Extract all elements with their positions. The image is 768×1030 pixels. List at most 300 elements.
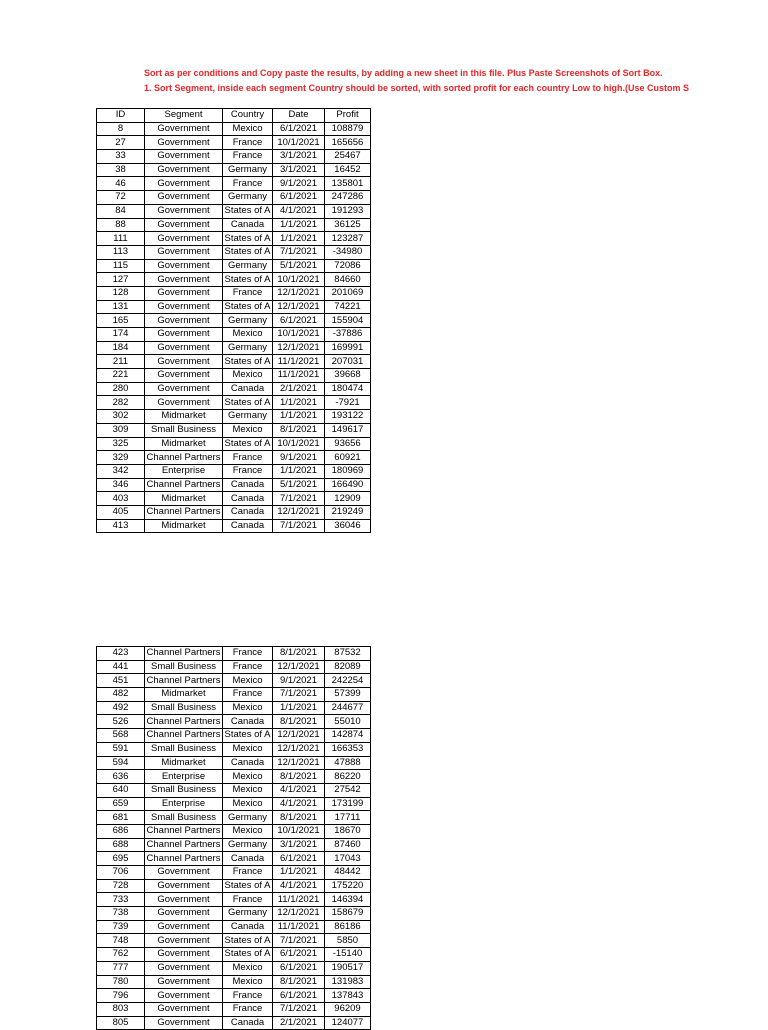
cell-date[interactable]: 2/1/2021 (273, 1016, 325, 1030)
cell-segment[interactable]: Enterprise (145, 770, 223, 784)
cell-country[interactable]: Canada (223, 852, 273, 866)
cell-date[interactable]: 3/1/2021 (273, 838, 325, 852)
cell-id[interactable]: 695 (97, 852, 145, 866)
cell-segment[interactable]: Channel Partners (145, 505, 223, 519)
cell-profit[interactable]: 60921 (325, 451, 371, 465)
cell-date[interactable]: 10/1/2021 (273, 136, 325, 150)
cell-country[interactable]: France (223, 136, 273, 150)
cell-segment[interactable]: Government (145, 866, 223, 880)
cell-profit[interactable]: 201069 (325, 286, 371, 300)
cell-segment[interactable]: Government (145, 948, 223, 962)
cell-profit[interactable]: 47888 (325, 756, 371, 770)
header-id[interactable]: ID (97, 109, 145, 123)
cell-date[interactable]: 6/1/2021 (273, 191, 325, 205)
cell-country[interactable]: Germany (223, 314, 273, 328)
cell-country[interactable]: France (223, 451, 273, 465)
cell-country[interactable]: France (223, 866, 273, 880)
cell-profit[interactable]: 86220 (325, 770, 371, 784)
cell-segment[interactable]: Enterprise (145, 797, 223, 811)
cell-segment[interactable]: Channel Partners (145, 729, 223, 743)
cell-segment[interactable]: Government (145, 893, 223, 907)
cell-profit[interactable]: 74221 (325, 300, 371, 314)
cell-country[interactable]: France (223, 464, 273, 478)
cell-segment[interactable]: Government (145, 1016, 223, 1030)
cell-segment[interactable]: Government (145, 907, 223, 921)
cell-country[interactable]: Mexico (223, 701, 273, 715)
cell-date[interactable]: 7/1/2021 (273, 519, 325, 533)
cell-segment[interactable]: Small Business (145, 742, 223, 756)
cell-segment[interactable]: Small Business (145, 811, 223, 825)
cell-profit[interactable]: 55010 (325, 715, 371, 729)
cell-id[interactable]: 27 (97, 136, 145, 150)
cell-segment[interactable]: Government (145, 204, 223, 218)
cell-profit[interactable]: 137843 (325, 989, 371, 1003)
cell-segment[interactable]: Government (145, 245, 223, 259)
cell-country[interactable]: States of A (223, 300, 273, 314)
cell-id[interactable]: 405 (97, 505, 145, 519)
cell-segment[interactable]: Channel Partners (145, 838, 223, 852)
cell-date[interactable]: 1/1/2021 (273, 866, 325, 880)
cell-profit[interactable]: 84660 (325, 273, 371, 287)
cell-profit[interactable]: 173199 (325, 797, 371, 811)
cell-id[interactable]: 492 (97, 701, 145, 715)
cell-segment[interactable]: Channel Partners (145, 715, 223, 729)
cell-date[interactable]: 8/1/2021 (273, 811, 325, 825)
cell-country[interactable]: States of A (223, 934, 273, 948)
cell-date[interactable]: 12/1/2021 (273, 286, 325, 300)
cell-country[interactable]: France (223, 688, 273, 702)
cell-country[interactable]: Canada (223, 382, 273, 396)
cell-id[interactable]: 184 (97, 341, 145, 355)
cell-date[interactable]: 8/1/2021 (273, 975, 325, 989)
cell-id[interactable]: 636 (97, 770, 145, 784)
cell-profit[interactable]: 36125 (325, 218, 371, 232)
cell-id[interactable]: 302 (97, 410, 145, 424)
cell-segment[interactable]: Small Business (145, 701, 223, 715)
cell-date[interactable]: 9/1/2021 (273, 451, 325, 465)
cell-id[interactable]: 309 (97, 423, 145, 437)
cell-profit[interactable]: 96209 (325, 1002, 371, 1016)
cell-country[interactable]: France (223, 647, 273, 661)
cell-segment[interactable]: Government (145, 382, 223, 396)
cell-segment[interactable]: Government (145, 300, 223, 314)
cell-date[interactable]: 3/1/2021 (273, 150, 325, 164)
cell-id[interactable]: 329 (97, 451, 145, 465)
cell-segment[interactable]: Government (145, 177, 223, 191)
cell-country[interactable]: France (223, 989, 273, 1003)
cell-profit[interactable]: -37886 (325, 328, 371, 342)
cell-id[interactable]: 346 (97, 478, 145, 492)
cell-id[interactable]: 8 (97, 122, 145, 136)
cell-profit[interactable]: 146394 (325, 893, 371, 907)
cell-segment[interactable]: Government (145, 975, 223, 989)
cell-segment[interactable]: Midmarket (145, 410, 223, 424)
cell-segment[interactable]: Government (145, 961, 223, 975)
cell-date[interactable]: 2/1/2021 (273, 382, 325, 396)
cell-date[interactable]: 12/1/2021 (273, 341, 325, 355)
cell-profit[interactable]: 57399 (325, 688, 371, 702)
cell-id[interactable]: 568 (97, 729, 145, 743)
cell-country[interactable]: France (223, 286, 273, 300)
cell-segment[interactable]: Government (145, 314, 223, 328)
cell-profit[interactable]: 27542 (325, 783, 371, 797)
cell-date[interactable]: 5/1/2021 (273, 478, 325, 492)
cell-segment[interactable]: Government (145, 232, 223, 246)
cell-id[interactable]: 526 (97, 715, 145, 729)
cell-country[interactable]: States of A (223, 879, 273, 893)
cell-date[interactable]: 9/1/2021 (273, 674, 325, 688)
cell-country[interactable]: Canada (223, 492, 273, 506)
cell-date[interactable]: 10/1/2021 (273, 328, 325, 342)
cell-id[interactable]: 441 (97, 660, 145, 674)
cell-segment[interactable]: Channel Partners (145, 852, 223, 866)
cell-date[interactable]: 8/1/2021 (273, 423, 325, 437)
cell-id[interactable]: 777 (97, 961, 145, 975)
cell-country[interactable]: States of A (223, 396, 273, 410)
cell-profit[interactable]: 18670 (325, 824, 371, 838)
cell-date[interactable]: 7/1/2021 (273, 245, 325, 259)
cell-date[interactable]: 11/1/2021 (273, 920, 325, 934)
table-row (97, 122, 371, 136)
cell-country[interactable]: Germany (223, 410, 273, 424)
table-row (97, 647, 371, 661)
cell-segment[interactable]: Midmarket (145, 437, 223, 451)
cell-id[interactable]: 128 (97, 286, 145, 300)
cell-profit[interactable]: 149617 (325, 423, 371, 437)
table-row (97, 232, 371, 246)
cell-profit[interactable]: 175220 (325, 879, 371, 893)
cell-id[interactable]: 174 (97, 328, 145, 342)
cell-segment[interactable]: Enterprise (145, 464, 223, 478)
table-row (97, 204, 371, 218)
cell-date[interactable]: 11/1/2021 (273, 355, 325, 369)
cell-id[interactable]: 115 (97, 259, 145, 273)
cell-profit[interactable]: 193122 (325, 410, 371, 424)
cell-id[interactable]: 796 (97, 989, 145, 1003)
cell-profit[interactable]: 191293 (325, 204, 371, 218)
cell-id[interactable]: 46 (97, 177, 145, 191)
header-segment[interactable]: Segment (145, 109, 223, 123)
cell-country[interactable]: Germany (223, 838, 273, 852)
cell-date[interactable]: 1/1/2021 (273, 218, 325, 232)
cell-id[interactable]: 594 (97, 756, 145, 770)
cell-id[interactable]: 72 (97, 191, 145, 205)
cell-profit[interactable]: 166490 (325, 478, 371, 492)
cell-date[interactable]: 12/1/2021 (273, 907, 325, 921)
cell-country[interactable]: Mexico (223, 797, 273, 811)
cell-profit[interactable]: 36046 (325, 519, 371, 533)
cell-profit[interactable]: 142874 (325, 729, 371, 743)
cell-profit[interactable]: 5850 (325, 934, 371, 948)
cell-country[interactable]: States of A (223, 948, 273, 962)
cell-segment[interactable]: Government (145, 920, 223, 934)
cell-country[interactable]: States of A (223, 204, 273, 218)
cell-id[interactable]: 803 (97, 1002, 145, 1016)
cell-country[interactable]: Mexico (223, 122, 273, 136)
cell-country[interactable]: Mexico (223, 961, 273, 975)
cell-country[interactable]: States of A (223, 232, 273, 246)
cell-country[interactable]: Canada (223, 920, 273, 934)
cell-id[interactable]: 342 (97, 464, 145, 478)
cell-profit[interactable]: 72086 (325, 259, 371, 273)
cell-date[interactable]: 3/1/2021 (273, 163, 325, 177)
cell-segment[interactable]: Small Business (145, 660, 223, 674)
cell-segment[interactable]: Midmarket (145, 492, 223, 506)
cell-id[interactable]: 403 (97, 492, 145, 506)
cell-segment[interactable]: Government (145, 259, 223, 273)
cell-country[interactable]: Mexico (223, 824, 273, 838)
cell-date[interactable]: 6/1/2021 (273, 961, 325, 975)
cell-id[interactable]: 805 (97, 1016, 145, 1030)
cell-country[interactable]: Canada (223, 519, 273, 533)
cell-profit[interactable]: 135801 (325, 177, 371, 191)
cell-country[interactable]: France (223, 893, 273, 907)
cell-date[interactable]: 12/1/2021 (273, 742, 325, 756)
cell-profit[interactable]: -15140 (325, 948, 371, 962)
cell-id[interactable]: 688 (97, 838, 145, 852)
cell-country[interactable]: States of A (223, 273, 273, 287)
cell-country[interactable]: Canada (223, 505, 273, 519)
cell-date[interactable]: 1/1/2021 (273, 396, 325, 410)
cell-date[interactable]: 5/1/2021 (273, 259, 325, 273)
cell-segment[interactable]: Midmarket (145, 519, 223, 533)
cell-id[interactable]: 423 (97, 647, 145, 661)
cell-country[interactable]: Mexico (223, 674, 273, 688)
cell-id[interactable]: 738 (97, 907, 145, 921)
cell-date[interactable]: 7/1/2021 (273, 688, 325, 702)
cell-country[interactable]: Mexico (223, 328, 273, 342)
cell-segment[interactable]: Government (145, 369, 223, 383)
cell-country[interactable]: France (223, 1002, 273, 1016)
cell-segment[interactable]: Government (145, 989, 223, 1003)
cell-profit[interactable]: 87460 (325, 838, 371, 852)
cell-country[interactable]: Germany (223, 163, 273, 177)
cell-date[interactable]: 1/1/2021 (273, 232, 325, 246)
cell-country[interactable]: Canada (223, 1016, 273, 1030)
cell-profit[interactable]: 124077 (325, 1016, 371, 1030)
cell-id[interactable]: 211 (97, 355, 145, 369)
cell-date[interactable]: 7/1/2021 (273, 934, 325, 948)
cell-segment[interactable]: Small Business (145, 423, 223, 437)
cell-id[interactable]: 728 (97, 879, 145, 893)
cell-date[interactable]: 6/1/2021 (273, 852, 325, 866)
header-profit[interactable]: Profit (325, 109, 371, 123)
cell-date[interactable]: 12/1/2021 (273, 756, 325, 770)
cell-profit[interactable]: 158679 (325, 907, 371, 921)
cell-profit[interactable]: 39668 (325, 369, 371, 383)
cell-date[interactable]: 4/1/2021 (273, 204, 325, 218)
cell-profit[interactable]: 123287 (325, 232, 371, 246)
cell-date[interactable]: 7/1/2021 (273, 1002, 325, 1016)
cell-date[interactable]: 4/1/2021 (273, 879, 325, 893)
cell-segment[interactable]: Government (145, 879, 223, 893)
cell-date[interactable]: 12/1/2021 (273, 300, 325, 314)
cell-id[interactable]: 131 (97, 300, 145, 314)
cell-country[interactable]: Canada (223, 756, 273, 770)
cell-date[interactable]: 1/1/2021 (273, 464, 325, 478)
cell-segment[interactable]: Government (145, 218, 223, 232)
table-row (97, 218, 371, 232)
cell-profit[interactable]: 180474 (325, 382, 371, 396)
cell-profit[interactable]: 87532 (325, 647, 371, 661)
cell-date[interactable]: 6/1/2021 (273, 948, 325, 962)
cell-id[interactable]: 762 (97, 948, 145, 962)
cell-id[interactable]: 591 (97, 742, 145, 756)
cell-country[interactable]: Mexico (223, 742, 273, 756)
cell-profit[interactable]: 17043 (325, 852, 371, 866)
cell-country[interactable]: Mexico (223, 975, 273, 989)
cell-date[interactable]: 1/1/2021 (273, 701, 325, 715)
cell-id[interactable]: 686 (97, 824, 145, 838)
cell-profit[interactable]: 219249 (325, 505, 371, 519)
cell-segment[interactable]: Government (145, 1002, 223, 1016)
cell-date[interactable]: 9/1/2021 (273, 177, 325, 191)
cell-date[interactable]: 6/1/2021 (273, 314, 325, 328)
cell-id[interactable]: 413 (97, 519, 145, 533)
cell-segment[interactable]: Government (145, 163, 223, 177)
cell-country[interactable]: Mexico (223, 770, 273, 784)
cell-profit[interactable]: 48442 (325, 866, 371, 880)
cell-profit[interactable]: 165656 (325, 136, 371, 150)
cell-id[interactable]: 482 (97, 688, 145, 702)
cell-segment[interactable]: Small Business (145, 783, 223, 797)
cell-date[interactable]: 11/1/2021 (273, 369, 325, 383)
cell-id[interactable]: 706 (97, 866, 145, 880)
cell-segment[interactable]: Midmarket (145, 688, 223, 702)
cell-date[interactable]: 12/1/2021 (273, 505, 325, 519)
cell-id[interactable]: 84 (97, 204, 145, 218)
cell-profit[interactable]: 93656 (325, 437, 371, 451)
cell-country[interactable]: Germany (223, 191, 273, 205)
cell-country[interactable]: Canada (223, 715, 273, 729)
cell-segment[interactable]: Government (145, 150, 223, 164)
cell-date[interactable]: 4/1/2021 (273, 783, 325, 797)
cell-id[interactable]: 748 (97, 934, 145, 948)
cell-profit[interactable]: 16452 (325, 163, 371, 177)
cell-segment[interactable]: Government (145, 136, 223, 150)
cell-profit[interactable]: 155904 (325, 314, 371, 328)
header-country[interactable]: Country (223, 109, 273, 123)
cell-segment[interactable]: Government (145, 122, 223, 136)
cell-id[interactable]: 280 (97, 382, 145, 396)
cell-country[interactable]: States of A (223, 729, 273, 743)
cell-id[interactable]: 127 (97, 273, 145, 287)
cell-id[interactable]: 451 (97, 674, 145, 688)
cell-country[interactable]: States of A (223, 437, 273, 451)
cell-date[interactable]: 12/1/2021 (273, 660, 325, 674)
cell-segment[interactable]: Channel Partners (145, 647, 223, 661)
cell-profit[interactable]: 108879 (325, 122, 371, 136)
cell-date[interactable]: 1/1/2021 (273, 410, 325, 424)
cell-country[interactable]: Germany (223, 811, 273, 825)
cell-country[interactable]: Mexico (223, 423, 273, 437)
cell-profit[interactable]: 131983 (325, 975, 371, 989)
cell-id[interactable]: 739 (97, 920, 145, 934)
cell-date[interactable]: 4/1/2021 (273, 797, 325, 811)
cell-date[interactable]: 10/1/2021 (273, 824, 325, 838)
cell-segment[interactable]: Channel Partners (145, 478, 223, 492)
cell-date[interactable]: 11/1/2021 (273, 893, 325, 907)
cell-country[interactable]: Mexico (223, 783, 273, 797)
cell-id[interactable]: 681 (97, 811, 145, 825)
cell-profit[interactable]: -7921 (325, 396, 371, 410)
cell-profit[interactable]: 190517 (325, 961, 371, 975)
cell-country[interactable]: Canada (223, 218, 273, 232)
cell-profit[interactable]: -34980 (325, 245, 371, 259)
cell-segment[interactable]: Government (145, 191, 223, 205)
cell-id[interactable]: 282 (97, 396, 145, 410)
cell-segment[interactable]: Government (145, 341, 223, 355)
cell-id[interactable]: 33 (97, 150, 145, 164)
cell-segment[interactable]: Government (145, 396, 223, 410)
cell-profit[interactable]: 247286 (325, 191, 371, 205)
cell-segment[interactable]: Government (145, 355, 223, 369)
header-date[interactable]: Date (273, 109, 325, 123)
cell-profit[interactable]: 242254 (325, 674, 371, 688)
cell-profit[interactable]: 180969 (325, 464, 371, 478)
cell-id[interactable]: 113 (97, 245, 145, 259)
cell-date[interactable]: 8/1/2021 (273, 715, 325, 729)
cell-segment[interactable]: Government (145, 273, 223, 287)
cell-segment[interactable]: Government (145, 328, 223, 342)
cell-country[interactable]: Mexico (223, 369, 273, 383)
cell-country[interactable]: France (223, 150, 273, 164)
cell-country[interactable]: States of A (223, 245, 273, 259)
cell-segment[interactable]: Midmarket (145, 756, 223, 770)
cell-id[interactable]: 640 (97, 783, 145, 797)
cell-id[interactable]: 325 (97, 437, 145, 451)
cell-date[interactable]: 6/1/2021 (273, 122, 325, 136)
cell-id[interactable]: 221 (97, 369, 145, 383)
cell-country[interactable]: States of A (223, 355, 273, 369)
cell-segment[interactable]: Government (145, 934, 223, 948)
cell-date[interactable]: 6/1/2021 (273, 989, 325, 1003)
cell-profit[interactable]: 166353 (325, 742, 371, 756)
cell-id[interactable]: 88 (97, 218, 145, 232)
cell-country[interactable]: Canada (223, 478, 273, 492)
cell-segment[interactable]: Channel Partners (145, 451, 223, 465)
cell-profit[interactable]: 169991 (325, 341, 371, 355)
cell-id[interactable]: 780 (97, 975, 145, 989)
cell-date[interactable]: 8/1/2021 (273, 770, 325, 784)
cell-segment[interactable]: Channel Partners (145, 674, 223, 688)
cell-id[interactable]: 165 (97, 314, 145, 328)
cell-country[interactable]: Germany (223, 259, 273, 273)
cell-date[interactable]: 10/1/2021 (273, 437, 325, 451)
cell-country[interactable]: France (223, 660, 273, 674)
cell-country[interactable]: France (223, 177, 273, 191)
cell-country[interactable]: Germany (223, 341, 273, 355)
cell-profit[interactable]: 82089 (325, 660, 371, 674)
cell-date[interactable]: 10/1/2021 (273, 273, 325, 287)
cell-date[interactable]: 8/1/2021 (273, 647, 325, 661)
cell-profit[interactable]: 17711 (325, 811, 371, 825)
cell-id[interactable]: 659 (97, 797, 145, 811)
cell-profit[interactable]: 12909 (325, 492, 371, 506)
cell-profit[interactable]: 25467 (325, 150, 371, 164)
cell-id[interactable]: 733 (97, 893, 145, 907)
cell-id[interactable]: 38 (97, 163, 145, 177)
cell-id[interactable]: 111 (97, 232, 145, 246)
cell-profit[interactable]: 207031 (325, 355, 371, 369)
cell-profit[interactable]: 244677 (325, 701, 371, 715)
cell-date[interactable]: 12/1/2021 (273, 729, 325, 743)
cell-profit[interactable]: 86186 (325, 920, 371, 934)
cell-segment[interactable]: Government (145, 286, 223, 300)
cell-segment[interactable]: Channel Partners (145, 824, 223, 838)
cell-country[interactable]: Germany (223, 907, 273, 921)
cell-date[interactable]: 7/1/2021 (273, 492, 325, 506)
